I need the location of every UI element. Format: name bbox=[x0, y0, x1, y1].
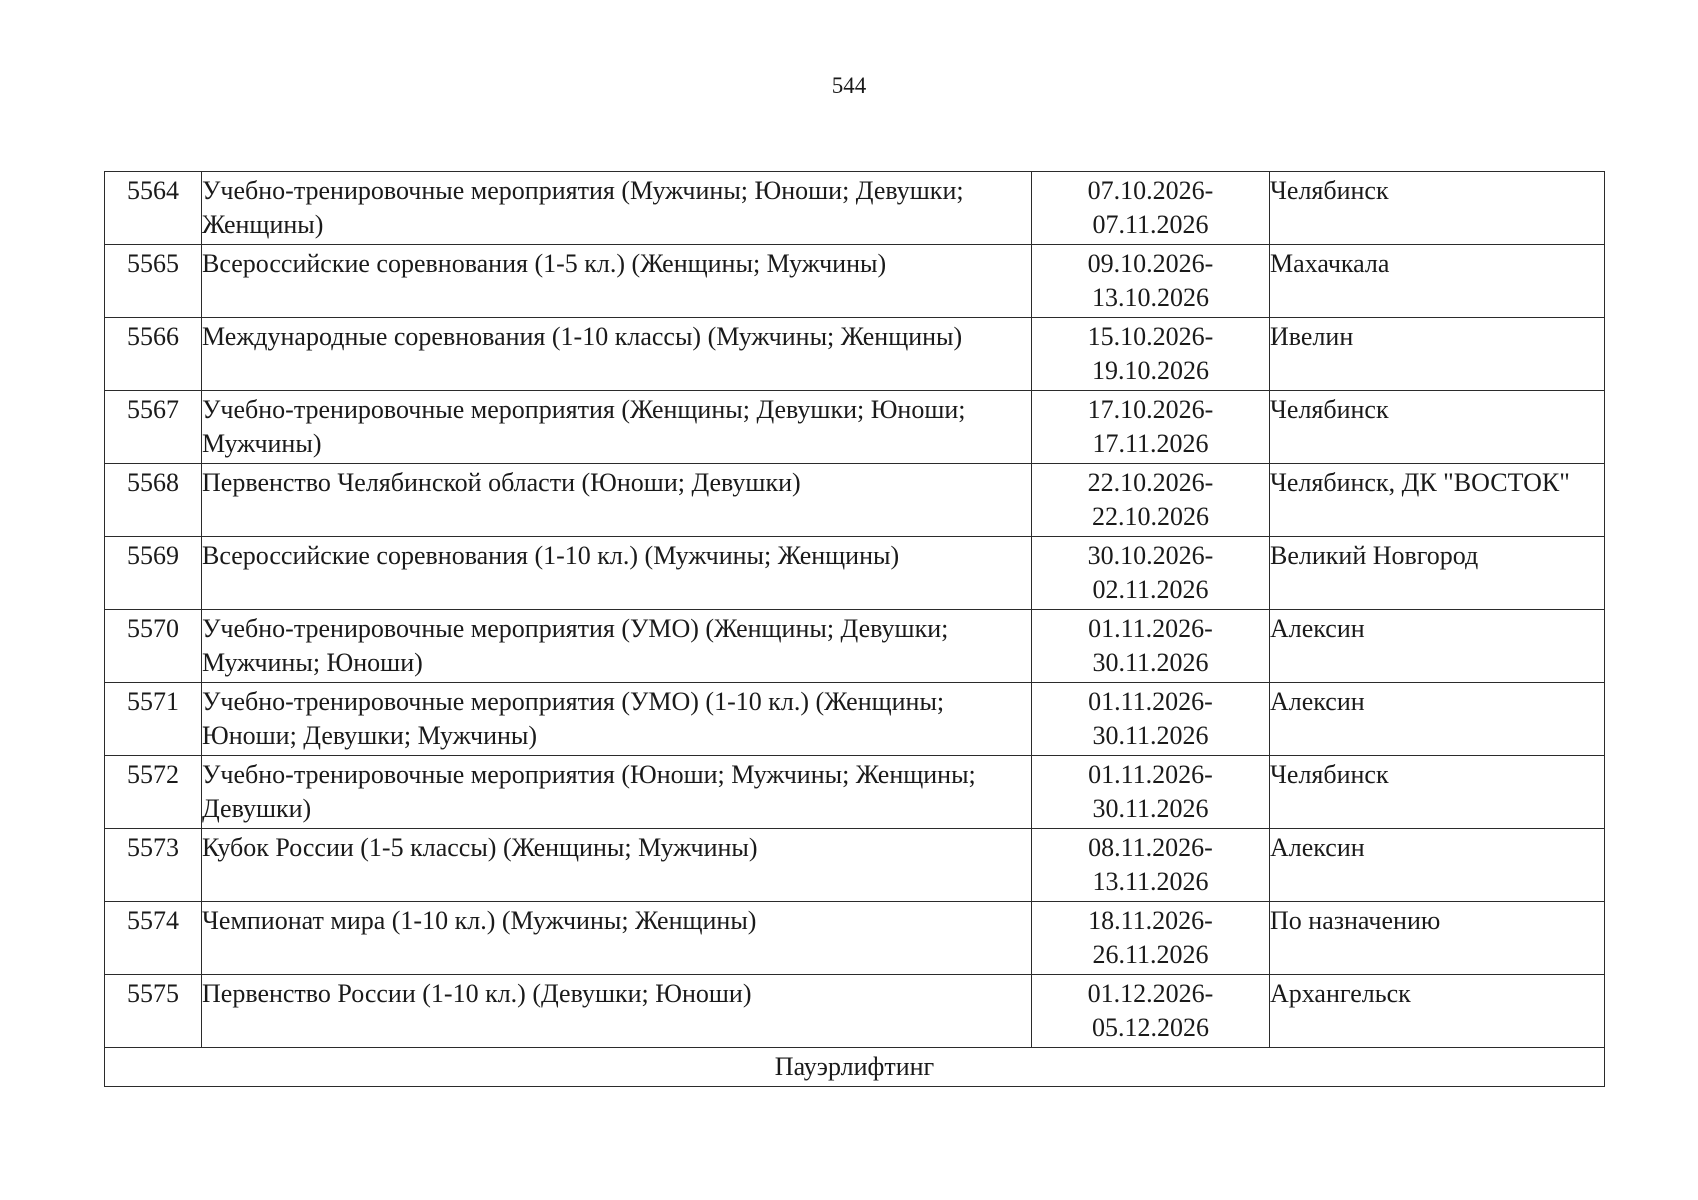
event-date-start: 09.10.2026- bbox=[1087, 249, 1214, 278]
event-date-end: 26.11.2026 bbox=[1092, 940, 1209, 969]
event-date-start: 01.11.2026- bbox=[1088, 760, 1213, 789]
event-place: По назначению bbox=[1270, 902, 1605, 975]
table-row bbox=[105, 245, 1605, 318]
event-place: Ивелин bbox=[1270, 318, 1605, 391]
event-name: Всероссийские соревнования (1-5 кл.) (Женщины; Мужчины) bbox=[202, 245, 1032, 318]
event-date-start: 15.10.2026- bbox=[1087, 322, 1214, 351]
event-place: Алексин bbox=[1270, 683, 1605, 756]
event-date-start: 18.11.2026- bbox=[1088, 906, 1213, 935]
event-dates bbox=[1032, 829, 1270, 902]
event-date-end: 30.11.2026 bbox=[1092, 648, 1209, 677]
event-name: Международные соревнования (1-10 классы) (Мужчины; Женщины) bbox=[202, 318, 1032, 391]
event-name: Кубок России (1-5 классы) (Женщины; Мужчины) bbox=[202, 829, 1032, 902]
event-place: Челябинск bbox=[1270, 391, 1605, 464]
event-date-start: 01.11.2026- bbox=[1088, 687, 1213, 716]
table-row bbox=[105, 829, 1605, 902]
event-name: Учебно-тренировочные мероприятия (УМО) (Женщины; Девушки; Мужчины; Юноши) bbox=[202, 610, 1032, 683]
event-dates bbox=[1032, 172, 1270, 245]
event-dates bbox=[1032, 537, 1270, 610]
event-date-start: 22.10.2026- bbox=[1087, 468, 1214, 497]
event-dates bbox=[1032, 318, 1270, 391]
event-dates bbox=[1032, 610, 1270, 683]
table-row bbox=[105, 683, 1605, 756]
event-date-start: 01.12.2026- bbox=[1087, 979, 1214, 1008]
table-row bbox=[105, 537, 1605, 610]
event-number: 5575 bbox=[105, 975, 202, 1048]
section-heading-row bbox=[105, 1048, 1605, 1087]
table-row bbox=[105, 464, 1605, 537]
table-row bbox=[105, 756, 1605, 829]
event-date-start: 07.10.2026- bbox=[1087, 176, 1214, 205]
table-row bbox=[105, 391, 1605, 464]
event-place: Челябинск bbox=[1270, 172, 1605, 245]
event-place: Алексин bbox=[1270, 610, 1605, 683]
event-date-end: 05.12.2026 bbox=[1092, 1013, 1209, 1042]
section-heading: Пауэрлифтинг bbox=[105, 1048, 1605, 1087]
events-table-body bbox=[105, 172, 1605, 1087]
event-name: Всероссийские соревнования (1-10 кл.) (Мужчины; Женщины) bbox=[202, 537, 1032, 610]
event-number: 5570 bbox=[105, 610, 202, 683]
event-number: 5568 bbox=[105, 464, 202, 537]
event-name: Первенство России (1-10 кл.) (Девушки; Юноши) bbox=[202, 975, 1032, 1048]
event-date-start: 08.11.2026- bbox=[1088, 833, 1213, 862]
event-date-end: 30.11.2026 bbox=[1092, 794, 1209, 823]
table-row bbox=[105, 172, 1605, 245]
event-name: Учебно-тренировочные мероприятия (Мужчины; Юноши; Девушки; Женщины) bbox=[202, 172, 1032, 245]
event-date-start: 01.11.2026- bbox=[1088, 614, 1213, 643]
event-number: 5567 bbox=[105, 391, 202, 464]
event-place: Челябинск, ДК "ВОСТОК" bbox=[1270, 464, 1605, 537]
table-row bbox=[105, 975, 1605, 1048]
event-date-end: 17.11.2026 bbox=[1092, 429, 1209, 458]
event-number: 5566 bbox=[105, 318, 202, 391]
table-row bbox=[105, 902, 1605, 975]
event-dates bbox=[1032, 902, 1270, 975]
event-date-end: 13.11.2026 bbox=[1092, 867, 1209, 896]
event-date-start: 30.10.2026- bbox=[1087, 541, 1214, 570]
event-date-end: 22.10.2026 bbox=[1092, 502, 1209, 531]
table-row bbox=[105, 610, 1605, 683]
event-number: 5572 bbox=[105, 756, 202, 829]
event-dates bbox=[1032, 464, 1270, 537]
event-date-end: 30.11.2026 bbox=[1092, 721, 1209, 750]
event-name: Учебно-тренировочные мероприятия (Женщины; Девушки; Юноши; Мужчины) bbox=[202, 391, 1032, 464]
event-place: Челябинск bbox=[1270, 756, 1605, 829]
event-name: Учебно-тренировочные мероприятия (Юноши; Мужчины; Женщины; Девушки) bbox=[202, 756, 1032, 829]
event-date-end: 02.11.2026 bbox=[1092, 575, 1209, 604]
events-table bbox=[104, 171, 1605, 1087]
event-dates bbox=[1032, 756, 1270, 829]
table-row bbox=[105, 318, 1605, 391]
event-dates bbox=[1032, 391, 1270, 464]
event-dates bbox=[1032, 683, 1270, 756]
event-name: Учебно-тренировочные мероприятия (УМО) (1-10 кл.) (Женщины; Юноши; Девушки; Мужчины) bbox=[202, 683, 1032, 756]
event-number: 5571 bbox=[105, 683, 202, 756]
event-place: Архангельск bbox=[1270, 975, 1605, 1048]
event-place: Махачкала bbox=[1270, 245, 1605, 318]
event-place: Великий Новгород bbox=[1270, 537, 1605, 610]
event-number: 5573 bbox=[105, 829, 202, 902]
event-date-end: 13.10.2026 bbox=[1092, 283, 1209, 312]
event-date-start: 17.10.2026- bbox=[1087, 395, 1214, 424]
event-name: Первенство Челябинской области (Юноши; Девушки) bbox=[202, 464, 1032, 537]
event-date-end: 07.11.2026 bbox=[1092, 210, 1209, 239]
event-dates bbox=[1032, 975, 1270, 1048]
event-number: 5574 bbox=[105, 902, 202, 975]
event-number: 5565 bbox=[105, 245, 202, 318]
event-number: 5569 bbox=[105, 537, 202, 610]
event-number: 5564 bbox=[105, 172, 202, 245]
event-place: Алексин bbox=[1270, 829, 1605, 902]
event-name: Чемпионат мира (1-10 кл.) (Мужчины; Женщины) bbox=[202, 902, 1032, 975]
event-date-end: 19.10.2026 bbox=[1092, 356, 1209, 385]
event-dates bbox=[1032, 245, 1270, 318]
page-number: 544 bbox=[831, 73, 867, 98]
